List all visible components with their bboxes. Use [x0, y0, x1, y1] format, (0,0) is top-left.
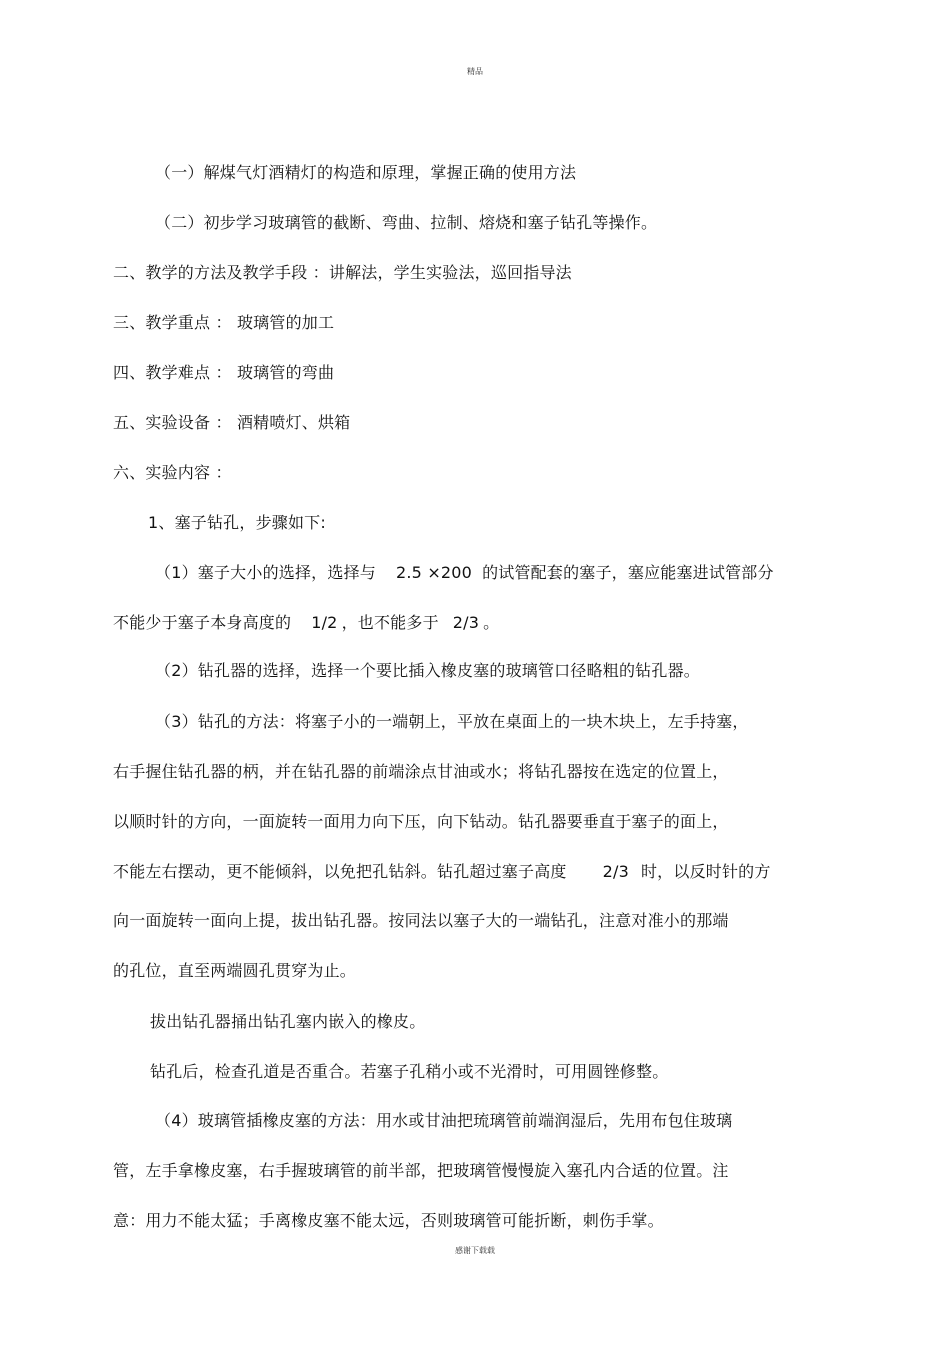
text-segment: 不能少于塞子本身高度的 [113, 613, 292, 632]
text-line: 六、实验内容 ： [113, 463, 232, 482]
text-line: 意：用力不能太猛；手离橡皮塞不能太远，否则玻璃管可能折断，刺伤手掌。 [113, 1211, 664, 1230]
text-line [113, 862, 771, 882]
text-line [155, 563, 774, 583]
text-segment: 2/3 [452, 613, 480, 632]
page-header: 精品 [467, 67, 483, 76]
text-segment: 1/2 [311, 613, 338, 632]
text-line: （3）钻孔的方法：将塞子小的一端朝上，平放在桌面上的一块木块上，左手持塞， [155, 712, 749, 731]
text-line: （一）解煤气灯酒精灯的构造和原理，掌握正确的使用方法 [155, 163, 577, 182]
text-segment: （1）塞子大小的选择，选择与 [155, 563, 376, 582]
text-line: （二）初步学习玻璃管的截断、弯曲、拉制、熔烧和塞子钻孔等操作。 [155, 213, 658, 232]
text-segment: 不能左右摆动，更不能倾斜，以免把孔钻斜。钻孔超过塞子高度 [113, 862, 567, 881]
text-line: 三、教学重点 ： 玻璃管的加工 [113, 313, 335, 332]
text-segment: 。 [483, 613, 500, 632]
text-segment: 2.5 ×200 [395, 563, 473, 582]
text-line: 右手握住钻孔器的柄，并在钻孔器的前端涂点甘油或水；将钻孔器按在选定的位置上， [113, 762, 729, 781]
text-line: （2）钻孔器的选择，选择一个要比插入橡皮塞的玻璃管口径略粗的钻孔器。 [155, 661, 700, 680]
text-segment: 的试管配套的塞子，塞应能塞进试管部分 [482, 563, 774, 582]
text-line: 钻孔后，检查孔道是否重合。若塞子孔稍小或不光滑时，可用圆锉修整。 [150, 1062, 669, 1081]
text-segment: 2/3 [602, 862, 629, 881]
page-footer: 感谢下载载 [455, 1246, 495, 1255]
text-line: 的孔位，直至两端圆孔贯穿为止。 [113, 961, 357, 980]
text-line: 拔出钻孔器捅出钻孔塞内嵌入的橡皮。 [150, 1012, 426, 1031]
text-line: 1、塞子钻孔，步骤如下: [148, 513, 326, 532]
text-segment: 时，以反时针的方 [640, 862, 771, 881]
text-line [113, 613, 499, 633]
text-segment: ，也不能多于 [341, 613, 439, 632]
text-line: 二、教学的方法及教学手段 ：讲解法，学生实验法，巡回指导法 [113, 263, 572, 282]
text-line: 向一面旋转一面向上提，拔出钻孔器。按同法以塞子大的一端钻孔，注意对准小的那端 [113, 911, 729, 930]
text-line: 以顺时针的方向，一面旋转一面用力向下压，向下钻动。钻孔器要垂直于塞子的面上， [113, 812, 729, 831]
text-line: 四、教学难点 ： 玻璃管的弯曲 [113, 363, 335, 382]
text-line: 管，左手拿橡皮塞，右手握玻璃管的前半部，把玻璃管慢慢旋入塞孔内合适的位置。注 [113, 1161, 729, 1180]
text-line: （4）玻璃管插橡皮塞的方法：用水或甘油把琉璃管前端润湿后，先用布包住玻璃 [155, 1111, 733, 1130]
text-line: 五、实验设备 ： 酒精喷灯、烘箱 [113, 413, 351, 432]
